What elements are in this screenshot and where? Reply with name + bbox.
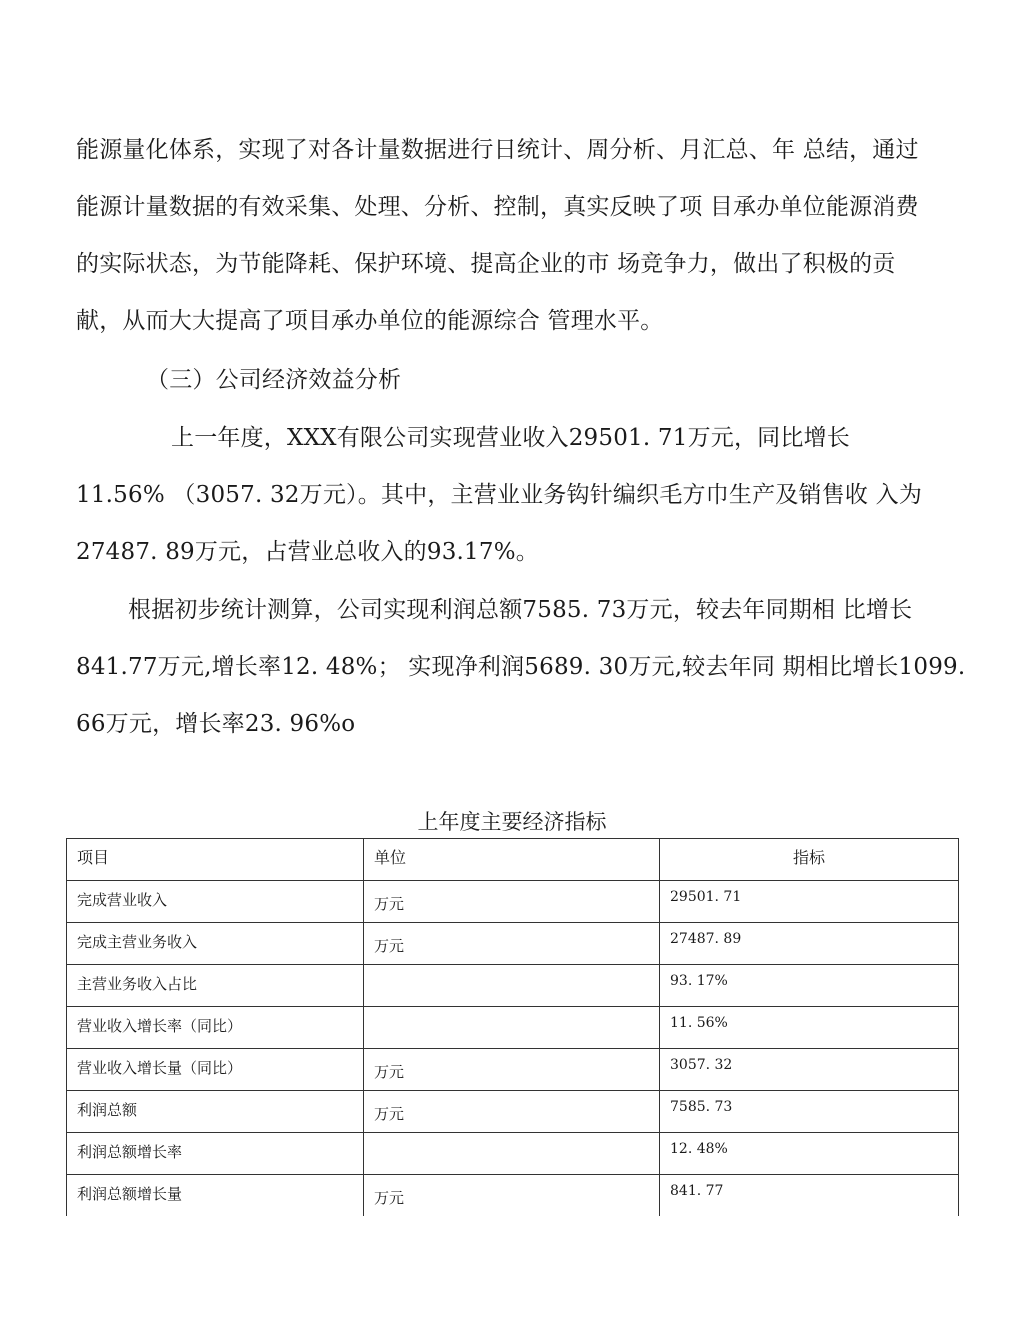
cell-item: 营业收入增长率（同比）	[67, 1007, 364, 1049]
cell-value: 12. 48%	[660, 1133, 959, 1175]
cell-value: 11. 56%	[660, 1007, 959, 1049]
cell-value: 93. 17%	[660, 965, 959, 1007]
table-row	[67, 1091, 959, 1133]
cell-item: 利润总额	[67, 1091, 364, 1133]
cell-unit: 万元	[364, 923, 660, 965]
cell-item: 主营业务收入占比	[67, 965, 364, 1007]
header-item: 项目	[67, 839, 364, 881]
table-row	[67, 1007, 959, 1049]
cell-value: 841. 77	[660, 1175, 959, 1217]
table-row	[67, 1049, 959, 1091]
text-line: 11.56% （3057. 32万元）。其中，主营业业务钩针编织毛方巾生产及销售收 入为	[76, 482, 923, 508]
header-metric: 指标	[660, 839, 959, 881]
cell-unit	[364, 1133, 660, 1175]
text-line: 的实际状态，为节能降耗、保护环境、提高企业的市 场竞争力，做出了积极的贡	[76, 251, 896, 277]
section-heading-text: （三）公司经济效益分析	[146, 367, 402, 393]
cell-unit: 万元	[364, 1049, 660, 1091]
cell-unit: 万元	[364, 1091, 660, 1133]
text-line: 27487. 89万元，占营业总收入的93.17%。	[76, 539, 539, 565]
economic-indicators-table	[66, 838, 959, 1216]
table-row	[67, 1133, 959, 1175]
cell-value: 7585. 73	[660, 1091, 959, 1133]
text-line: 841.77万元,增长率12. 48%； 实现净利润5689. 30万元,较去年同 期相比增长1099.	[76, 654, 966, 680]
cell-unit: 万元	[364, 1175, 660, 1217]
table-row	[67, 923, 959, 965]
cell-item: 完成营业收入	[67, 881, 364, 923]
text-line: 能源计量数据的有效采集、处理、分析、控制，真实反映了项 目承办单位能源消费	[76, 194, 919, 220]
header-unit: 单位	[364, 839, 660, 881]
table-row	[67, 881, 959, 923]
table-header-row	[67, 839, 959, 881]
text-line: 上一年度，XXX有限公司实现营业收入29501. 71万元，同比增长	[171, 425, 850, 451]
table-row	[67, 1175, 959, 1217]
cell-value: 27487. 89	[660, 923, 959, 965]
table-row	[67, 965, 959, 1007]
paragraph-revenue	[76, 410, 956, 581]
cell-unit	[364, 965, 660, 1007]
cell-item: 完成主营业务收入	[67, 923, 364, 965]
text-line: 能源量化体系，实现了对各计量数据进行日统计、周分析、月汇总、年 总结，通过	[76, 137, 919, 163]
cell-value: 3057. 32	[660, 1049, 959, 1091]
text-line: 献，从而大大提高了项目承办单位的能源综合 管理水平。	[76, 308, 664, 334]
paragraph-energy-metering	[76, 122, 956, 350]
table-title: 上年度主要经济指标	[417, 810, 607, 834]
cell-item: 利润总额增长量	[67, 1175, 364, 1217]
section-heading	[146, 352, 1024, 409]
text-line: 66万元，增长率23. 96%o	[76, 711, 356, 737]
cell-unit	[364, 1007, 660, 1049]
cell-item: 利润总额增长率	[67, 1133, 364, 1175]
cell-unit: 万元	[364, 881, 660, 923]
cell-item: 营业收入增长量（同比）	[67, 1049, 364, 1091]
text-line: 根据初步统计测算，公司实现利润总额7585. 73万元，较去年同期相 比增长	[128, 597, 913, 623]
paragraph-profit	[76, 582, 966, 753]
cell-value: 29501. 71	[660, 881, 959, 923]
